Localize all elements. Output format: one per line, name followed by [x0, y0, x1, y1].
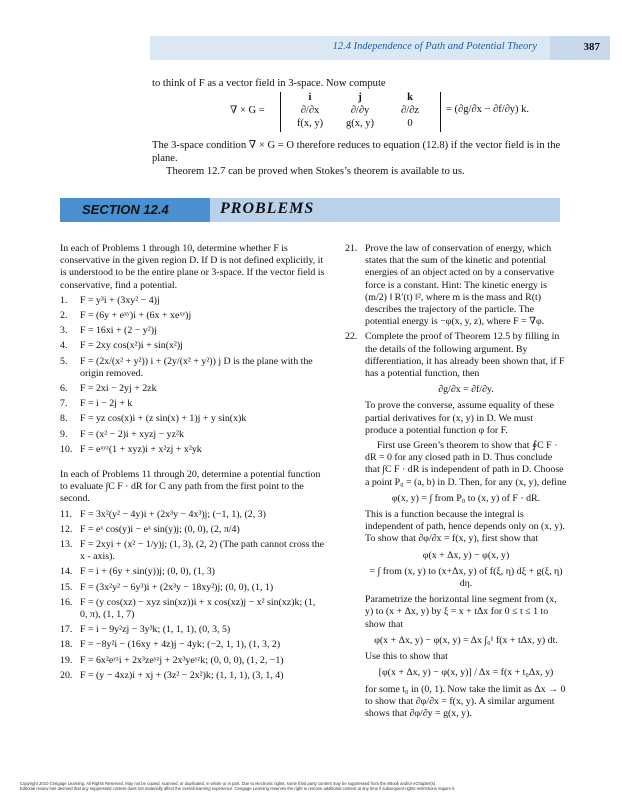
proof-text: First use Green’s theorem to show that ∮C F · dR = 0 for any closed path in D. Thus conclude that ∫C F · dR is independent of path in D. Choose a point P₀ = (a, b) in D. Then, for any (x, y), define — [365, 440, 567, 488]
section-title-box — [210, 198, 560, 222]
det-cell: 0 — [407, 118, 413, 129]
problem-number: 21. — [345, 243, 358, 254]
problem-number: 13. — [60, 539, 73, 551]
intro-line: to think of F as a vector field in 3-space. Now compute — [152, 78, 386, 89]
problem-text: F = (3x²y² − 6y³)i + (2x³y − 18xy²)j; (0, 0), (1, 1) — [80, 581, 274, 593]
problem-number: 8. — [60, 413, 68, 425]
proof-text: To prove the converse, assume equality of these partial derivatives for (x, y) in D. We must produce a potential function φ for F. — [365, 400, 555, 436]
intro-text — [152, 77, 562, 90]
problem-number: 10. — [60, 443, 73, 455]
equation: φ(x, y) = ∫ from P₀ to (x, y) of F · dR. — [391, 492, 541, 504]
problem-item — [60, 597, 325, 621]
problem-number: 15. — [60, 581, 73, 593]
problem-text: F = y³i + (3xy² − 4)j — [80, 294, 160, 306]
problem-number: 17. — [60, 624, 73, 636]
problem-text: F = (y cos(xz) − xyz sin(xz))i + x cos(xz)j − x² sin(xz)k; (1, 0, π), (1, 1, 7) — [80, 596, 316, 621]
equation: [φ(x + Δx, y) − φ(x, y)] / Δx = f(x + t₀Δx, y) — [378, 667, 554, 679]
section-banner — [60, 198, 560, 222]
proof-text: Parametrize the horizontal line segment from (x, y) to (x + Δx, y) by ξ = x + tΔx for 0 ≤ t ≤ 1 to show that — [365, 594, 557, 630]
problem-item — [345, 243, 567, 328]
det-cell: k — [407, 92, 413, 103]
problem-item — [60, 655, 325, 667]
problem-text: F = eˣʸᶻ(1 + xyz)i + x²zj + x²yk — [80, 443, 202, 455]
problem-text: F = (x² − 2)i + xyzj − yz²k — [80, 428, 184, 440]
problem-item — [60, 383, 325, 395]
det-lhs: ∇ × G = — [230, 105, 265, 116]
problem-number: 2. — [60, 310, 68, 322]
problem-text: Complete the proof of Theorem 12.5 by filling in the details of the following argument. By differentiation, it has already been shown that, if F has a potential function, then — [365, 331, 565, 380]
problem-list-1 — [60, 295, 325, 456]
problem-item — [60, 509, 325, 521]
curl-determinant — [230, 90, 550, 134]
problem-item — [60, 670, 325, 682]
problem-text: F = i − 9y²zj − 3y³k; (1, 1, 1), (0, 3, 5) — [80, 624, 231, 636]
det-cell: ∂/∂z — [401, 105, 419, 116]
problem-text: F = 2xi − 2yj + 2zk — [80, 383, 157, 395]
problem-text: F = i + (6y + sin(y))j; (0, 0), (1, 3) — [80, 566, 215, 578]
problem-number: 11. — [60, 508, 72, 520]
problem-item — [60, 539, 325, 563]
problem-text: F = (2x/(x² + y²)) i + (2y/(x² + y²)) j D is the plane with the origin removed. — [80, 355, 313, 379]
proof-text: This is a function because the integral is independent of path, hence depends only on (x, y). To show that ∂φ/∂x = f(x, y), first show that — [365, 509, 565, 545]
proof-text: Use this to show that — [365, 651, 448, 663]
section-title: PROBLEMS — [220, 200, 315, 217]
equation: φ(x + Δx, y) − φ(x, y) — [422, 549, 510, 561]
section-label-box — [60, 198, 210, 222]
det-rhs: = (∂g/∂x − ∂f/∂y) k. — [446, 104, 530, 115]
running-header — [0, 36, 622, 60]
right-column — [345, 243, 567, 723]
problem-text: F = 3x²(y² − 4y)i + (2x³y − 4x³)j; (−1, 1), (2, 3) — [80, 508, 266, 520]
problem-text: F = 2xy cos(x²)i + sin(x²)j — [80, 340, 183, 352]
section-label: SECTION 12.4 — [82, 202, 169, 217]
problem-number: 6. — [60, 383, 68, 395]
det-cell: f(x, y) — [296, 118, 324, 129]
problems-intro: In each of Problems 11 through 20, determine a potential function to evaluate ∫C F · dR for C any path from the first point to the second. — [60, 469, 321, 505]
problem-item — [345, 331, 567, 720]
problem-text: F = (6y + eˣʸ)i + (6x + xeˣʸ)j — [80, 310, 192, 322]
problem-text: F = −8y²i − (16xy + 4z)j − 4yk; (−2, 1, 1), (1, 3, 2) — [80, 639, 281, 651]
problem-item — [60, 624, 325, 636]
problem-number: 20. — [60, 669, 73, 681]
footer-line: Editorial review has deemed that any suppressed content does not materially affect the overall learning experience. Cengage Learning reserves the right to remove additional content at any time if subsequent rights restrictions require it. — [20, 786, 456, 792]
problem-text: F = i − 2j + k — [80, 398, 133, 410]
problem-text: F = eˣ cos(y)i − eˣ sin(y)j; (0, 0), (2, π/4) — [80, 523, 240, 535]
problem-item — [60, 413, 325, 425]
problem-number: 3. — [60, 325, 68, 337]
page-number: 387 — [583, 41, 600, 53]
det-cell: ∂/∂x — [300, 105, 320, 116]
problem-item — [60, 582, 325, 594]
equation: φ(x + Δx, y) − φ(x, y) = Δx ∫₀¹ f(x + tΔx, y) dt. — [374, 634, 558, 646]
problem-item — [60, 310, 325, 322]
problem-number: 18. — [60, 639, 73, 651]
problem-item — [60, 566, 325, 578]
problem-item — [60, 325, 325, 337]
left-column — [60, 243, 325, 685]
problem-text: F = 16xi + (2 − y²)j — [80, 325, 157, 337]
problem-text: F = (y − 4xz)i + xj + (3z² − 2x²)k; (1, 1, 1), (3, 1, 4) — [80, 669, 284, 681]
det-bar-right — [440, 92, 441, 132]
intro-para: Theorem 12.7 can be proved when Stokes’s theorem is available to us. — [166, 166, 465, 177]
problem-list-2 — [60, 509, 325, 682]
det-bar-left — [280, 92, 281, 132]
det-cell: g(x, y) — [346, 118, 374, 129]
equation: = ∫ from (x, y) to (x+Δx, y) of f(ξ, η) dξ + g(ξ, η) dη. — [369, 565, 563, 590]
det-cell: i — [308, 92, 312, 103]
problem-number: 1. — [60, 294, 68, 306]
det-cell: j — [358, 92, 362, 103]
problem-item — [60, 524, 325, 536]
problem-number: 12. — [60, 523, 73, 535]
problem-number: 19. — [60, 654, 73, 666]
problem-number: 4. — [60, 340, 68, 352]
problem-number: 14. — [60, 566, 73, 578]
intro-paragraphs — [152, 139, 562, 178]
problem-item — [60, 295, 325, 307]
equation: ∂g/∂x = ∂f/∂y. — [438, 384, 494, 396]
problem-number: 16. — [60, 596, 73, 608]
problem-text: F = 2xyi + (x² − 1/y)j; (1, 3), (2, 2) (The path cannot cross the x - axis). — [80, 539, 325, 563]
problem-text: F = 6x²eʸᶻi + 2x³zeʸᶻj + 2x³yeʸᶻk; (0, 0, 0), (1, 2, −1) — [80, 654, 284, 666]
problem-number: 7. — [60, 398, 68, 410]
problem-text: Prove the law of conservation of energy, which states that the sum of the kinetic and potential energies of an object acted on by a conservative force is a constant. Hint: The kinetic energy is (m/2) ‖ R′(t) ‖², where m is the mass and R(t) describes the trajectory of the particle. The potential energy is −φ(x, y, z), where F = ∇φ. — [365, 243, 555, 328]
problem-item — [60, 429, 325, 441]
det-cell: ∂/∂y — [350, 105, 370, 116]
problem-text: F = yz cos(x)i + (z sin(x) + 1)j + y sin(x)k — [80, 413, 247, 425]
header-band-page — [550, 36, 610, 60]
problem-number: 9. — [60, 428, 68, 440]
problem-item — [60, 340, 325, 352]
header-title: 12.4 Independence of Path and Potential Theory — [332, 41, 537, 52]
problem-number: 5. — [60, 355, 68, 367]
problem-item — [60, 444, 325, 456]
intro-para: The 3-space condition ∇ × G = O therefore reduces to equation (12.8) if the vector field is in the plane. — [152, 140, 561, 164]
footer-line: Copyright 2010 Cengage Learning. All Rights Reserved. May not be copied, scanned, or duplicated, in whole or in part. Due to electronic rights, some third party content may be suppressed from the eBook and/or eChapter(s). — [20, 781, 437, 786]
problem-item — [60, 356, 325, 380]
problem-item — [60, 398, 325, 410]
copyright-footer — [20, 781, 600, 791]
problems-intro: In each of Problems 1 through 10, determine whether F is conservative in the given region D. If D is not defined explicitly, it is understood to be the entire plane or 3-space. If the vector field is conservative, find a potential. — [60, 243, 325, 291]
problem-number: 22. — [345, 331, 358, 343]
problem-item — [60, 639, 325, 651]
proof-text: for some t₀ in (0, 1). Now take the limit as Δx → 0 to show that ∂φ/∂x = f(x, y). A similar argument shows that ∂φ/∂y = g(x, y). — [365, 683, 566, 719]
